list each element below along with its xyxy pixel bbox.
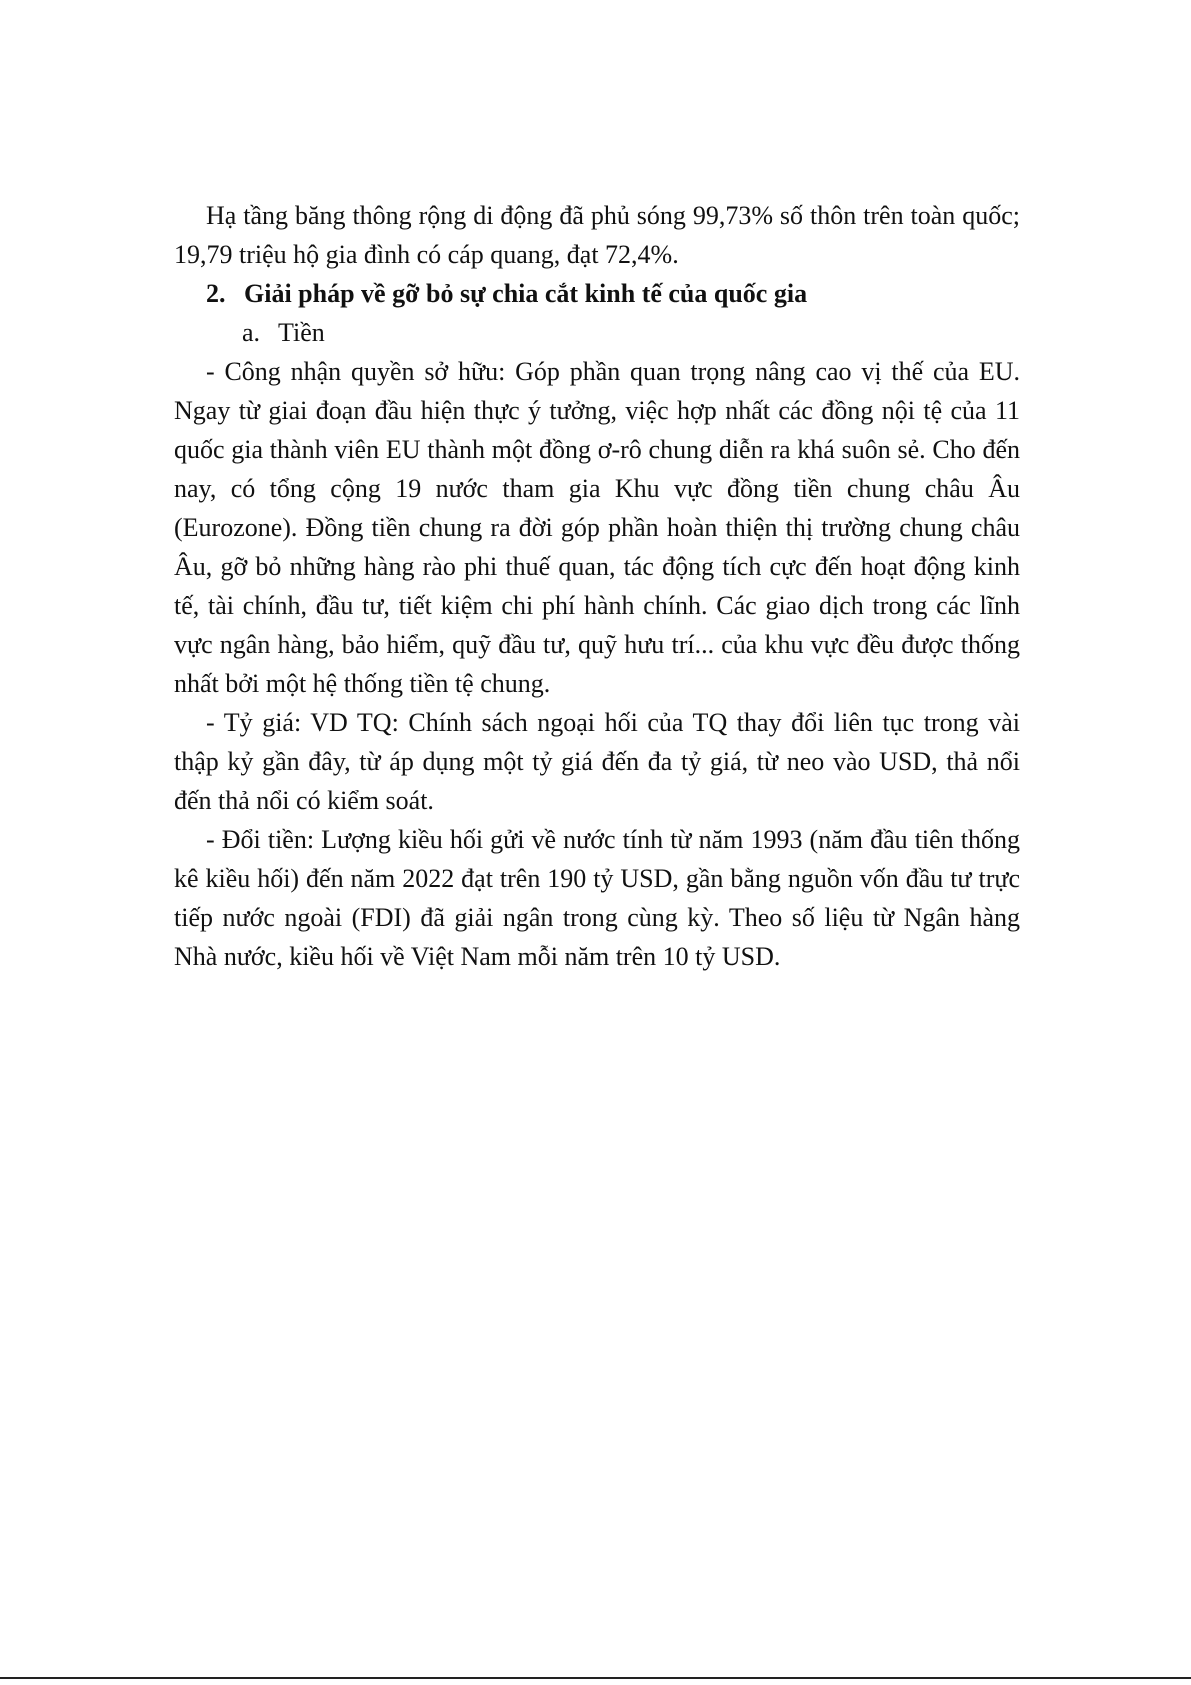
intro-paragraph: Hạ tầng băng thông rộng di động đã phủ sóng 99,73% số thôn trên toàn quốc; 19,79 triệu hộ gia đình có cáp quang, đạt 72,4%. <box>174 201 1020 269</box>
document-body <box>174 196 1020 976</box>
section-heading <box>174 274 1020 313</box>
paragraph-currency-exchange: - Đổi tiền: Lượng kiều hối gửi về nước tính từ năm 1993 (năm đầu tiên thống kê kiều hối) đến năm 2022 đạt trên 190 tỷ USD, gần bằng nguồn vốn đầu tư trực tiếp nước ngoài (FDI) đã giải ngân trong cùng kỳ. Theo số liệu từ Ngân hàng Nhà nước, kiều hối về Việt Nam mỗi năm trên 10 tỷ USD. <box>174 825 1020 971</box>
section-number: 2. <box>206 279 226 308</box>
subsection-title: Tiền <box>278 318 325 347</box>
section-title: Giải pháp về gỡ bỏ sự chia cắt kinh tế của quốc gia <box>244 279 808 308</box>
subsection-heading <box>174 313 1020 352</box>
paragraph-ownership: - Công nhận quyền sở hữu: Góp phần quan trọng nâng cao vị thế của EU. Ngay từ giai đoạn đầu hiện thực ý tưởng, việc hợp nhất các đồng nội tệ của 11 quốc gia thành viên EU thành một đồng ơ-rô chung diễn ra khá suôn sẻ. Cho đến nay, có tổng cộng 19 nước tham gia Khu vực đồng tiền chung châu Âu (Eurozone). Đồng tiền chung ra đời góp phần hoàn thiện thị trường chung châu Âu, gỡ bỏ những hàng rào phi thuế quan, tác động tích cực đến hoạt động kinh tế, tài chính, đầu tư, tiết kiệm chi phí hành chính. Các giao dịch trong các lĩnh vực ngân hàng, bảo hiểm, quỹ đầu tư, quỹ hưu trí... của khu vực đều được thống nhất bởi một hệ thống tiền tệ chung. <box>174 357 1020 698</box>
subsection-letter: a. <box>242 318 261 347</box>
footer-divider <box>0 1677 1191 1679</box>
paragraph-exchange-rate: - Tỷ giá: VD TQ: Chính sách ngoại hối của TQ thay đổi liên tục trong vài thập kỷ gần đây, từ áp dụng một tỷ giá đến đa tỷ giá, từ neo vào USD, thả nổi đến thả nổi có kiểm soát. <box>174 708 1020 815</box>
